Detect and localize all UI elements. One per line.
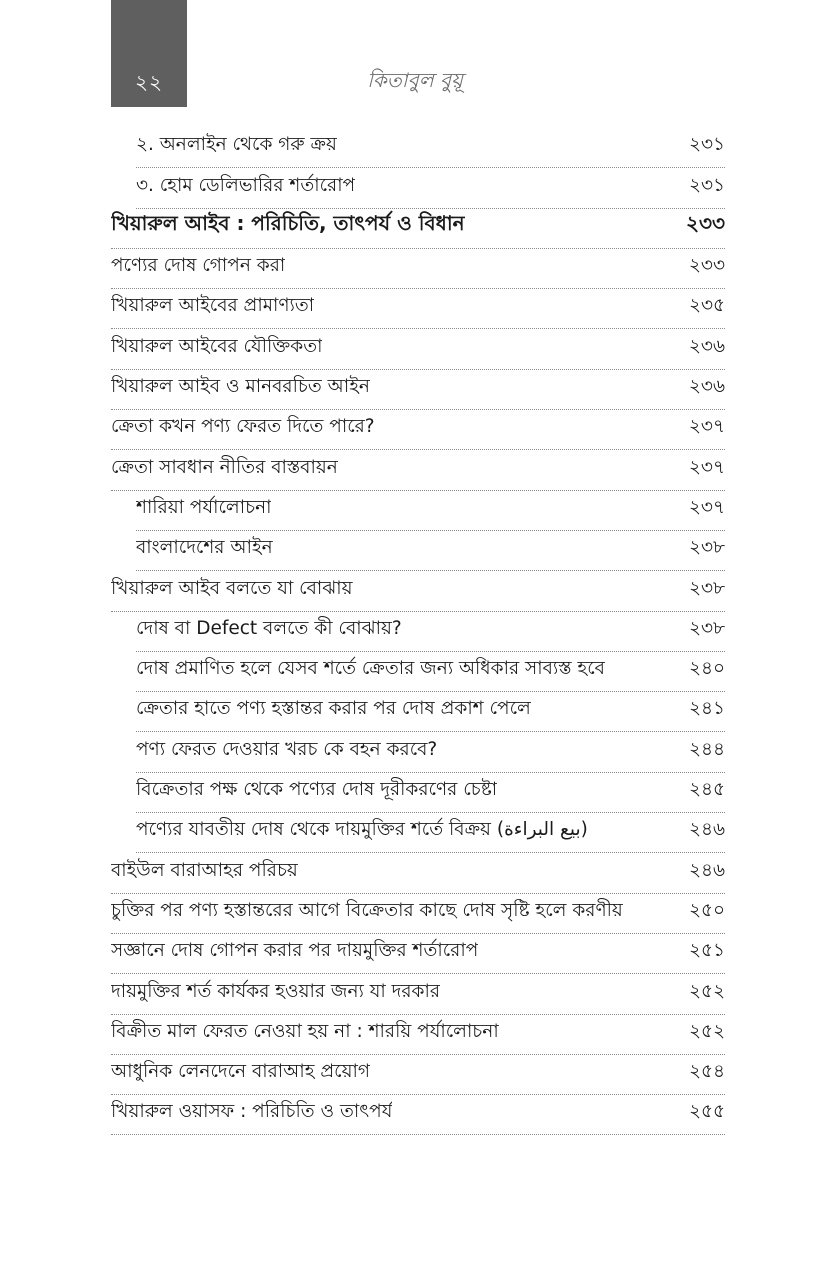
toc-entry[interactable] — [111, 974, 725, 1014]
toc-entry-page: ২৪৬ — [688, 859, 725, 881]
toc-entry[interactable] — [136, 531, 725, 571]
toc-entry-title: ২. অনলাইন থেকে গরু ক্রয় — [136, 134, 337, 156]
toc-entry[interactable] — [136, 491, 725, 531]
page-number: ২২ — [134, 70, 163, 94]
toc-entry[interactable] — [111, 1055, 725, 1095]
toc-entry[interactable] — [136, 652, 725, 692]
toc-entry[interactable] — [111, 934, 725, 974]
toc-entry-title: ৩. হোম ডেলিভারির শর্তারোপ — [136, 174, 356, 196]
toc-entry-title: ক্রেতা কখন পণ্য ফেরত দিতে পারে? — [111, 416, 375, 438]
toc-entry-title: বিক্রেতার পক্ষ থেকে পণ্যের দোষ দূরীকরণের চেষ্টা — [136, 779, 498, 801]
toc-entry[interactable] — [111, 329, 725, 369]
toc-entry-page: ২৩৭ — [688, 456, 725, 478]
toc-entry[interactable] — [136, 692, 725, 732]
toc-entry[interactable] — [111, 249, 725, 289]
page-number-tab — [111, 0, 187, 107]
toc-entry[interactable] — [111, 1095, 725, 1135]
toc-entry[interactable] — [111, 209, 725, 249]
toc-entry-page: ২৩১ — [688, 174, 725, 196]
toc-entry-title: খিয়ারুল ওয়াসফ : পরিচিতি ও তাৎপর্য — [111, 1101, 393, 1123]
toc-entry-page: ২৫৪ — [688, 1061, 725, 1083]
toc-entry[interactable] — [111, 1015, 725, 1055]
toc-entry[interactable] — [111, 571, 725, 611]
toc-entry-title: ক্রেতার হাতে পণ্য হস্তান্তর করার পর দোষ প্রকাশ পেলে — [136, 698, 531, 720]
toc-entry-title: খিয়ারুল আইব বলতে যা বোঝায় — [111, 577, 353, 599]
toc-entry-title: খিয়ারুল আইবের যৌক্তিকতা — [111, 335, 323, 357]
toc-entry-title: খিয়ারুল আইবের প্রামাণ্যতা — [111, 295, 315, 317]
toc-entry-title: সজ্ঞানে দোষ গোপন করার পর দায়মুক্তির শর্তারোপ — [111, 940, 479, 962]
toc-entry[interactable] — [111, 370, 725, 410]
toc-entry-page: ২৩৭ — [688, 416, 725, 438]
toc-entry-page: ২৪৪ — [688, 738, 725, 760]
toc-entry-title: খিয়ারুল আইব : পরিচিতি, তাৎপর্য ও বিধান — [111, 210, 465, 235]
toc-entry-page: ২৪১ — [688, 698, 725, 720]
toc-entry-title: পণ্য ফেরত দেওয়ার খরচ কে বহন করবে? — [136, 738, 438, 760]
toc-entry-page: ২৪৫ — [688, 779, 725, 801]
toc-entry-page: ২৩৩ — [685, 210, 725, 235]
running-title: কিতাবুল বুয়ূ — [367, 68, 463, 92]
toc-entry-title: দায়মুক্তির শর্ত কার্যকর হওয়ার জন্য যা দরকার — [111, 980, 441, 1002]
toc-entry[interactable] — [111, 853, 725, 893]
toc-entry-title: দোষ বা Defect বলতে কী বোঝায়? — [136, 617, 402, 639]
toc-entry-title: বাংলাদেশের আইন — [136, 537, 273, 559]
toc-entry-title: পণ্যের দোষ গোপন করা — [111, 255, 286, 277]
toc-entry-title: দোষ প্রমাণিত হলে যেসব শর্তে ক্রেতার জন্য অধিকার সাব্যস্ত হবে — [136, 658, 605, 680]
toc-entry-page: ২৪০ — [688, 658, 725, 680]
toc-entry[interactable] — [136, 773, 725, 813]
toc-entry-title: আধুনিক লেনদেনে বারাআহ প্রয়োগ — [111, 1061, 370, 1083]
toc-entry[interactable] — [111, 894, 725, 934]
toc-entry-page: ২৩৭ — [688, 496, 725, 518]
toc-entry-page: ২৩৮ — [688, 577, 725, 599]
toc-entry-page: ২৩৫ — [688, 295, 725, 317]
toc-entry[interactable] — [136, 732, 725, 772]
toc-entry-page: ২৫৫ — [688, 1101, 725, 1123]
table-of-contents — [111, 128, 725, 1135]
toc-entry-page: ২৫২ — [688, 1020, 725, 1042]
toc-entry[interactable] — [136, 612, 725, 652]
toc-entry-title: বাইউল বারাআহর পরিচয় — [111, 859, 298, 881]
toc-entry-title: ক্রেতা সাবধান নীতির বাস্তবায়ন — [111, 456, 338, 478]
toc-entry-title: চুক্তির পর পণ্য হস্তান্তরের আগে বিক্রেতার কাছে দোষ সৃষ্টি হলে করণীয় — [111, 899, 623, 921]
toc-entry-page: ২৪৬ — [688, 819, 725, 841]
toc-entry[interactable] — [136, 168, 725, 208]
toc-entry-title: বিক্রীত মাল ফেরত নেওয়া হয় না : শারয়ি পর্যালোচনা — [111, 1020, 499, 1042]
toc-entry[interactable] — [111, 289, 725, 329]
toc-entry-page: ২৩৮ — [688, 537, 725, 559]
toc-entry-title: খিয়ারুল আইব ও মানবরচিত আইন — [111, 376, 370, 398]
toc-entry-title: শারিয়া পর্যালোচনা — [136, 496, 272, 518]
toc-entry-page: ২৫১ — [688, 940, 725, 962]
toc-entry-page: ২৩৬ — [688, 335, 725, 357]
toc-entry-page: ২৫২ — [688, 980, 725, 1002]
toc-entry-page: ২৩৩ — [688, 255, 725, 277]
toc-entry[interactable] — [111, 450, 725, 490]
toc-entry[interactable] — [136, 813, 725, 853]
toc-entry[interactable] — [111, 410, 725, 450]
toc-entry-page: ২৩৮ — [688, 617, 725, 639]
toc-entry-page: ২৫০ — [688, 899, 725, 921]
toc-entry-page: ২৩১ — [688, 134, 725, 156]
toc-entry-title: পণ্যের যাবতীয় দোষ থেকে দায়মুক্তির শর্তে বিক্রয় (بيع البراءة) — [136, 819, 588, 841]
toc-entry[interactable] — [136, 128, 725, 168]
toc-entry-page: ২৩৬ — [688, 376, 725, 398]
